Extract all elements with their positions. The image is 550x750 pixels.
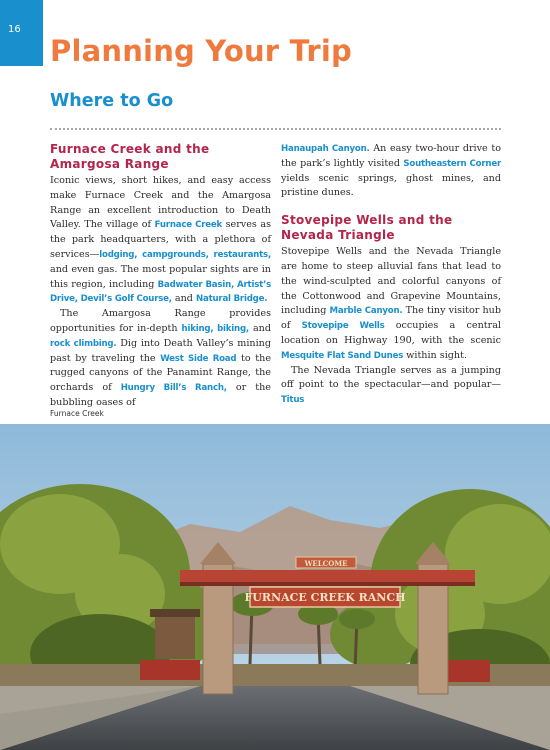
body-text: The Amargosa Range provides opportunities for in-depth (50, 308, 271, 334)
place-name-highlight: West Side Road (160, 353, 237, 364)
paragraph (281, 142, 501, 201)
place-name-highlight: Hanaupah Canyon. (281, 144, 370, 154)
place-name-highlight: Marble Canyon. (329, 306, 403, 317)
body-text: occupies a central location on Highway 190, with the scenic (281, 320, 501, 346)
right-text-column (281, 142, 501, 408)
section-divider (50, 128, 501, 130)
body-text: within sight. (403, 349, 468, 361)
body-text: Iconic views, short hikes, and easy access make Furnace Creek and the Amargosa Range an excellent introduction to Death Valley. The village of (50, 175, 271, 231)
place-name-highlight: Mesquite Flat Sand Dunes (281, 350, 404, 361)
page-number: 16 (8, 24, 21, 35)
place-name-highlight: rock climbing. (50, 338, 117, 349)
place-name-highlight: Badwater Basin, Artist’s Drive, Devil’s Golf Course, (50, 279, 271, 305)
paragraph (50, 307, 271, 411)
place-name-highlight: Hungry Bill’s Ranch, (120, 383, 227, 394)
place-name-highlight: Stovepipe Wells (301, 321, 385, 332)
subhead-stovepipe-wells: Stovepipe Wells and the Nevada Triangle (281, 213, 453, 243)
body-text: yields scenic springs, ghost mines, and pristine dunes. (281, 172, 501, 199)
section-title: Where to Go (50, 91, 174, 111)
body-text: to the rugged canyons of the Panamint Range, the orchards of (50, 352, 271, 394)
body-text: serves as the park headquarters, with a plethora of services— (50, 219, 271, 260)
body-text: and (249, 322, 272, 334)
body-text: and even gas. The most popular sights are in this region, including (50, 263, 271, 290)
paragraph (281, 245, 501, 363)
photo-caption: Furnace Creek (50, 409, 104, 418)
place-name-highlight: lodging, campgrounds, restaurants, (99, 249, 271, 260)
place-name-highlight: Furnace Creek (154, 220, 223, 231)
body-text: or the bubbling oases of (50, 382, 271, 408)
body-text: An easy two-hour drive to the park’s lightly visited (281, 143, 501, 169)
place-name-highlight: hiking, biking, (181, 323, 249, 334)
sign-furnace-creek-ranch: FURNACE CREEK RANCH (244, 591, 406, 604)
paragraph (50, 174, 271, 307)
body-text: Stovepipe Wells and the Nevada Triangle are home to steep alluvial fans that lead to the wind-sculpted and colorful canyons of the Cottonwood and Grapevine Mountains, including (281, 246, 501, 317)
paragraph (281, 364, 501, 408)
body-text: The Nevada Triangle serves as a jumping off point to the spectacular—and popular— (281, 364, 501, 391)
page-number-tab (0, 0, 43, 66)
page-title: Planning Your Trip (50, 34, 352, 68)
body-text: The tiny visitor hub of (281, 305, 501, 332)
sign-welcome: WELCOME (304, 559, 348, 568)
furnace-creek-photo (0, 424, 550, 750)
left-text-column (50, 142, 271, 411)
place-name-highlight: Southeastern Corner (403, 158, 501, 169)
subhead-furnace-creek: Furnace Creek and the Amargosa Range (50, 142, 210, 171)
body-text: Dig into Death Valley’s mining past by traveling the (50, 337, 271, 364)
place-name-highlight: Titus (281, 395, 305, 406)
place-name-highlight: Natural Bridge. (195, 294, 268, 305)
body-text: and (171, 293, 196, 305)
